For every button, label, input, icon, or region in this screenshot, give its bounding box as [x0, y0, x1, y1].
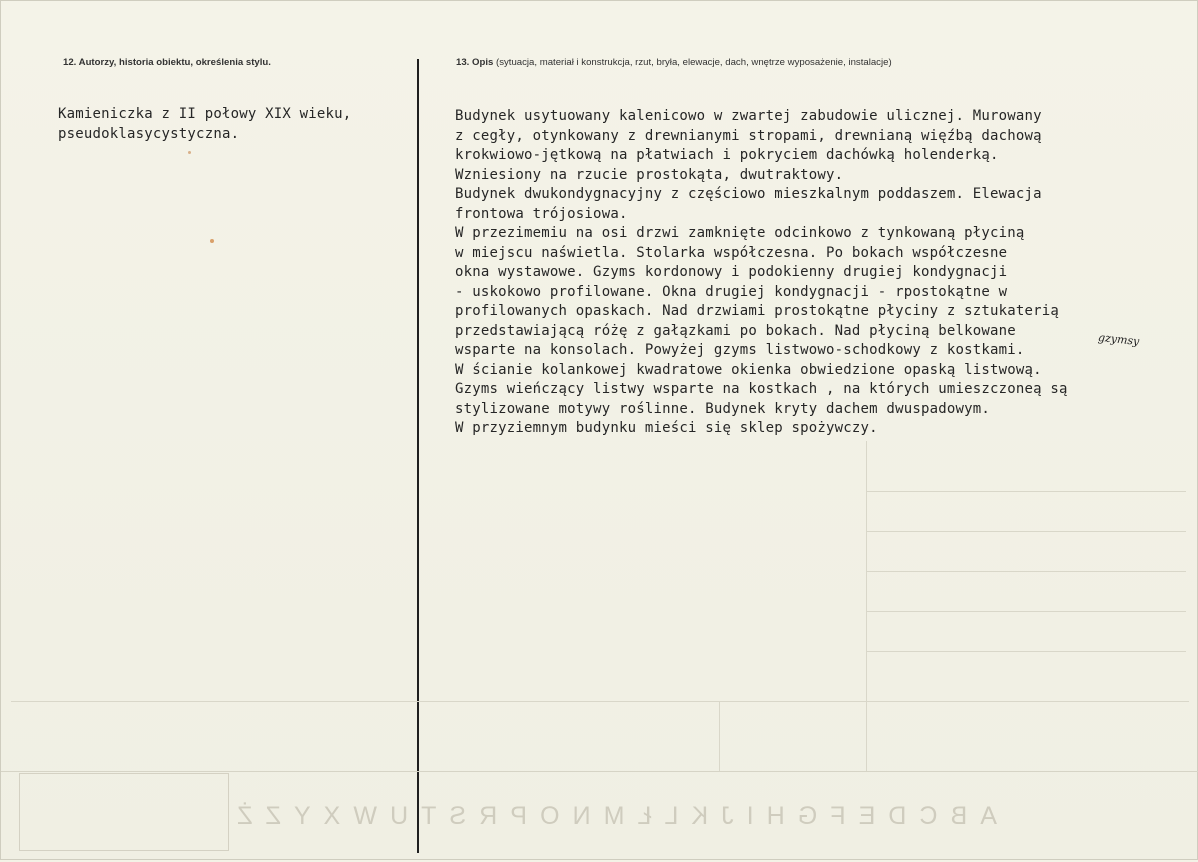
index-letter: E [858, 801, 876, 830]
index-letter: S [449, 801, 467, 830]
text-line: Gzyms wieńczący listwy wsparte na kostkach , na których umieszczoneą są [455, 381, 1068, 397]
index-letter: Ż [237, 801, 253, 830]
text-line: - uskokowo profilowane. Okna drugiej kondygnacji - rpostokątne w [455, 283, 1008, 300]
index-letter: Z [265, 801, 281, 830]
text-line: W ścianie kolankowej kwadratowe okienka obwiedzione opaską listwową. [455, 361, 1042, 378]
index-letter: G [797, 801, 818, 830]
index-letter: D [888, 801, 907, 830]
section-12-text [58, 105, 351, 144]
index-letter: H [766, 801, 785, 830]
index-letter: T [421, 801, 437, 830]
text-line: w miejscu naświetla. Stolarka współczesna. Po bokach współczesne [455, 244, 1008, 261]
text-line: okna wystawowe. Gzyms kordonowy i podokienny drugiej kondygnacji [455, 264, 1008, 280]
text-line: pseudoklasycystyczna. [58, 125, 240, 142]
index-letter: J [721, 801, 734, 830]
section-12-header: 12. Autorzy, historia obiektu, określenia stylu. [63, 57, 271, 68]
index-letter: C [919, 801, 938, 830]
faint-rule [866, 531, 1186, 532]
index-letter: K [691, 801, 709, 830]
index-letter: Y [293, 801, 311, 830]
institution-stamp [19, 773, 229, 851]
text-line: profilowanych opaskach. Nad drzwiami prostokątne płyciny z sztukaterią [455, 303, 1060, 319]
index-letters [237, 799, 997, 833]
text-line: Budynek usytuowany kalenicowo w zwartej zabudowie ulicznej. Murowany [455, 108, 1042, 124]
text-line: Kamieniczka z II połowy XIX wieku, [58, 106, 352, 122]
index-letter: U [390, 801, 409, 830]
index-letter: P [510, 801, 527, 830]
index-letter: B [950, 801, 968, 830]
section-13-title: 13. Opis [456, 57, 494, 68]
text-line: Wzniesiony na rzucie prostokąta, dwutraktowy. [455, 166, 844, 183]
index-letter: N [572, 801, 591, 830]
text-line: stylizowane motywy roślinne. Budynek kryty dachem dwuspadowym. [455, 400, 990, 417]
index-letter: I [746, 801, 754, 830]
section-13-header [456, 57, 892, 68]
text-line: krokwiowo-jętkową na płatwiach i pokryciem dachówką holenderką. [455, 147, 999, 163]
handwritten-note: gzymsy [1097, 330, 1140, 349]
paper-spot [188, 151, 191, 154]
index-letter: Ł [637, 801, 652, 830]
index-letter: W [353, 801, 377, 830]
text-line: W przyziemnym budynku mieści się sklep spożywczy. [455, 420, 878, 436]
column-divider [417, 59, 419, 853]
faint-rule [866, 611, 1186, 612]
text-line: Budynek dwukondygnacyjny z częściowo mieszkalnym poddaszem. Elewacja [455, 186, 1042, 202]
text-line: W przezimemiu na osi drzwi zamknięte odcinkowo z tynkowaną płyciną [455, 225, 1025, 241]
faint-rule [719, 701, 720, 771]
index-letter: M [603, 801, 625, 830]
faint-rule [866, 441, 867, 771]
text-line: z cegły, otynkowany z drewnianymi stropami, drewnianą więźbą dachową [455, 127, 1042, 144]
index-letter: L [664, 801, 679, 830]
paper-spot [210, 239, 214, 243]
index-letter: A [980, 801, 997, 830]
index-letter: X [323, 801, 341, 830]
text-line: frontowa trójosiowa. [455, 205, 628, 222]
section-13-text [455, 107, 1068, 439]
index-letter: F [830, 801, 846, 830]
section-13-subtitle: (sytuacja, materiał i konstrukcja, rzut, bryła, elewacje, dach, wnętrze wyposażenie, instalacje) [496, 57, 892, 68]
text-line: wsparte na konsolach. Powyżej gzyms listwowo-schodkowy z kostkami. [455, 342, 1025, 358]
faint-rule [866, 571, 1186, 572]
faint-rule [866, 491, 1186, 492]
faint-rule [866, 651, 1186, 652]
faint-rule [11, 701, 1189, 702]
index-letter: O [540, 801, 560, 830]
index-letter: R [479, 801, 498, 830]
text-line: przedstawiającą różę z gałązkami po bokach. Nad płyciną belkowane [455, 322, 1016, 339]
